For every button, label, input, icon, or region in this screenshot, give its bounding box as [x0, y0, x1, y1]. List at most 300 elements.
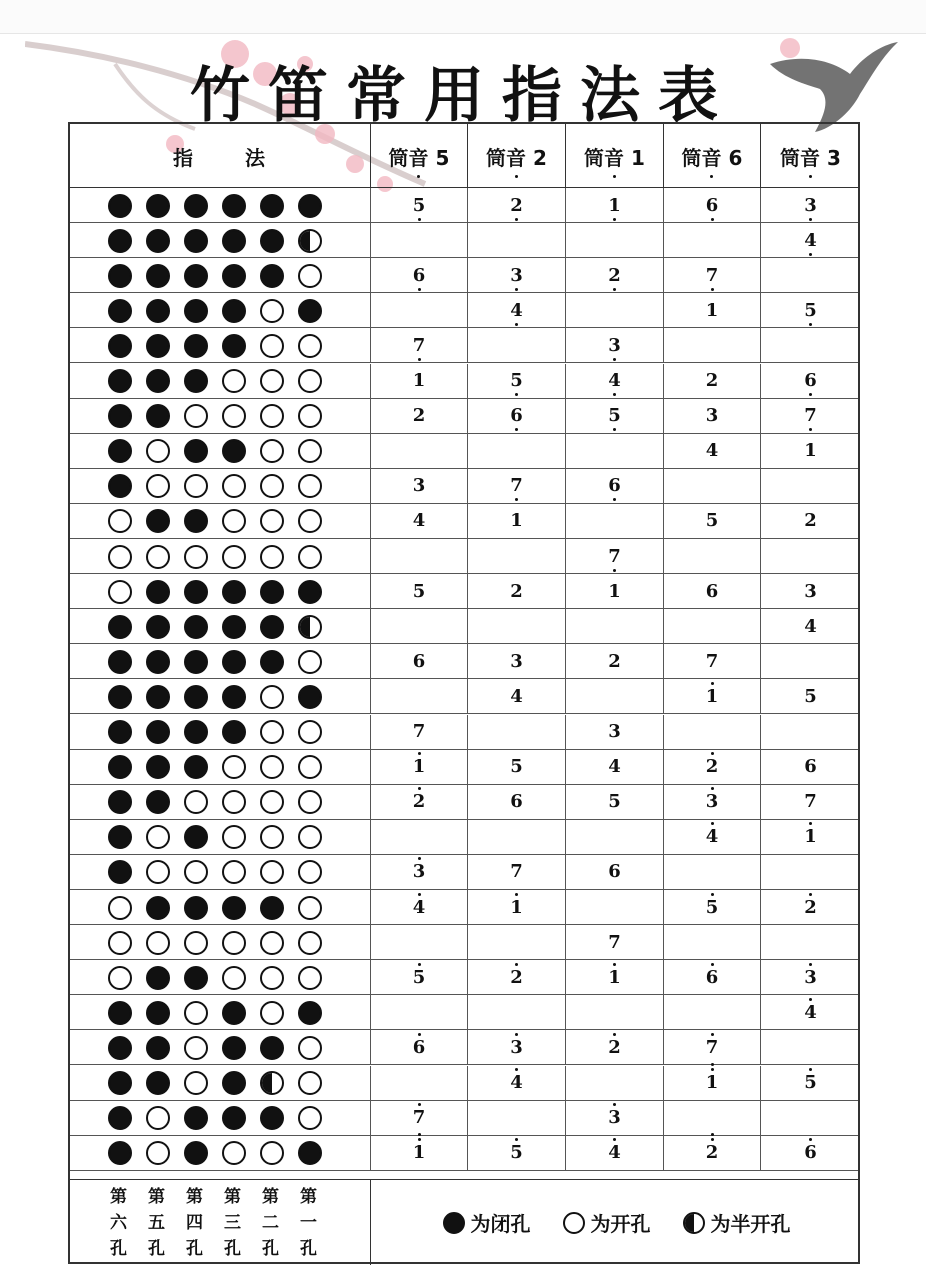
- hole-pattern: [108, 399, 336, 434]
- open-hole-icon: [184, 790, 208, 814]
- open-hole-icon: [260, 755, 284, 779]
- octave-down-dot: [711, 288, 714, 291]
- note-cell: [663, 504, 760, 539]
- note-cell: [370, 609, 467, 644]
- open-hole-icon: [298, 439, 322, 463]
- hole-pattern: [108, 750, 336, 785]
- closed-hole-icon: [146, 615, 170, 639]
- note-cell: [370, 715, 467, 750]
- open-hole-icon: [222, 931, 246, 955]
- hole-pattern: [108, 609, 336, 644]
- open-hole-icon: [260, 509, 284, 533]
- octave-up-dot: [515, 963, 518, 966]
- note-value: 6: [706, 197, 719, 215]
- note-cell: [565, 644, 663, 679]
- closed-hole-icon: [184, 755, 208, 779]
- closed-hole-icon: [146, 299, 170, 323]
- note-value: 4: [608, 1144, 621, 1162]
- note-cell: [565, 188, 663, 223]
- note-value: 2: [510, 197, 523, 215]
- closed-hole-icon: [146, 509, 170, 533]
- note-value: 1: [804, 828, 817, 846]
- note-cell: [565, 364, 663, 399]
- open-hole-icon: [260, 404, 284, 428]
- closed-hole-icon: [222, 650, 246, 674]
- note-cell: [760, 855, 860, 890]
- open-hole-icon: [298, 650, 322, 674]
- note-cell: [760, 785, 860, 820]
- note-cell: [467, 1066, 565, 1101]
- open-hole-icon: [146, 439, 170, 463]
- open-hole-icon: [222, 545, 246, 569]
- octave-up-dot: [809, 1068, 812, 1071]
- hole-pattern: [108, 364, 336, 399]
- hole-pattern: [108, 644, 336, 679]
- key-header-label: 筒音 1: [584, 142, 645, 171]
- closed-hole-icon: [108, 229, 132, 253]
- octave-up-dot: [515, 1033, 518, 1036]
- table-row: [70, 223, 858, 258]
- table-row: [70, 820, 858, 855]
- note-cell: [467, 469, 565, 504]
- closed-hole-icon: [146, 1001, 170, 1025]
- table-row: [70, 609, 858, 644]
- open-hole-icon: [222, 966, 246, 990]
- legend-half: 为半开孔: [683, 1208, 791, 1237]
- octave-down-dot: [711, 218, 714, 221]
- note-cell: [663, 188, 760, 223]
- open-hole-icon: [298, 404, 322, 428]
- open-hole-icon: [146, 474, 170, 498]
- note-cell: [565, 679, 663, 714]
- octave-down-dot: [515, 218, 518, 221]
- open-hole-icon: [298, 545, 322, 569]
- note-value: 3: [706, 793, 719, 811]
- note-value: 5: [804, 302, 817, 320]
- closed-hole-icon: [260, 615, 284, 639]
- note-cell: [663, 328, 760, 363]
- closed-hole-icon: [146, 896, 170, 920]
- closed-hole-icon: [108, 825, 132, 849]
- table-row: [70, 855, 858, 890]
- note-value: 2: [510, 580, 523, 602]
- note-cell: [370, 1101, 467, 1136]
- note-value: 7: [804, 407, 817, 425]
- note-cell: [565, 1101, 663, 1136]
- note-cell: [370, 539, 467, 574]
- note-cell: [565, 995, 663, 1030]
- closed-hole-icon: [108, 369, 132, 393]
- octave-down-dot: [515, 323, 518, 326]
- hole-label: 第 四 孔: [186, 1187, 203, 1259]
- closed-hole-icon: [184, 334, 208, 358]
- open-hole-icon: [222, 790, 246, 814]
- closed-hole-icon: [108, 1141, 132, 1165]
- open-hole-icon: [146, 860, 170, 884]
- note-value: 2: [705, 370, 719, 391]
- open-hole-icon: [260, 1141, 284, 1165]
- note-cell: [565, 715, 663, 750]
- note-cell: [760, 609, 860, 644]
- table-row: [70, 328, 858, 363]
- octave-down-dot: [613, 428, 616, 431]
- note-value: 2: [412, 405, 426, 427]
- closed-hole-icon: [222, 685, 246, 709]
- note-cell: [663, 890, 760, 925]
- table-row: [70, 925, 858, 960]
- hole-pattern: [108, 539, 336, 574]
- closed-hole-icon: [222, 1001, 246, 1025]
- note-cell: [370, 995, 467, 1030]
- open-hole-icon: [222, 860, 246, 884]
- note-cell: [467, 855, 565, 890]
- note-cell: [663, 750, 760, 785]
- note-cell: [370, 504, 467, 539]
- note-value: 1: [510, 510, 523, 532]
- note-cell: [370, 434, 467, 469]
- open-hole-icon: [260, 860, 284, 884]
- octave-up-dot: [418, 1033, 421, 1036]
- hole-pattern: [108, 504, 336, 539]
- hole-pattern: [108, 258, 336, 293]
- table-row: [70, 574, 858, 609]
- note-cell: [565, 1066, 663, 1101]
- note-value: 6: [804, 756, 817, 778]
- open-hole-icon: [260, 931, 284, 955]
- closed-hole-icon: [108, 404, 132, 428]
- open-hole-icon: [222, 404, 246, 428]
- note-cell: [760, 960, 860, 995]
- closed-hole-icon: [443, 1212, 465, 1234]
- hole-pattern: [108, 434, 336, 469]
- note-value: 5: [413, 969, 426, 987]
- open-hole-icon: [184, 931, 208, 955]
- note-value: 7: [705, 650, 719, 672]
- note-cell: [565, 785, 663, 820]
- table-row: [70, 504, 858, 539]
- octave-down-dot: [613, 218, 616, 221]
- closed-hole-icon: [108, 755, 132, 779]
- note-value: 4: [706, 828, 719, 846]
- note-cell: [663, 960, 760, 995]
- closed-hole-icon: [184, 896, 208, 920]
- octave-down-dot: [809, 393, 812, 396]
- note-cell: [663, 1101, 760, 1136]
- note-cell: [370, 328, 467, 363]
- note-value: 6: [804, 1144, 817, 1162]
- octave-up-dot: [711, 682, 714, 685]
- open-hole-icon: [260, 685, 284, 709]
- note-cell: [565, 293, 663, 328]
- open-hole-icon: [222, 825, 246, 849]
- hole-pattern: [108, 328, 336, 363]
- open-hole-icon: [563, 1212, 585, 1234]
- hole-pattern: [108, 855, 336, 890]
- note-cell: [467, 960, 565, 995]
- table-row: [70, 399, 858, 434]
- closed-hole-icon: [222, 194, 246, 218]
- note-value: 1: [608, 580, 621, 602]
- table-row: [70, 890, 858, 925]
- key-header-label: 筒音 2: [486, 142, 547, 171]
- note-cell: [760, 399, 860, 434]
- note-value: 3: [804, 197, 817, 215]
- key-header-label: 筒音 5: [389, 142, 450, 171]
- note-cell: [467, 399, 565, 434]
- closed-hole-icon: [108, 334, 132, 358]
- legend-open: 为开孔: [563, 1208, 651, 1237]
- note-cell: [467, 328, 565, 363]
- note-cell: [663, 1030, 760, 1065]
- note-cell: [370, 293, 467, 328]
- closed-hole-icon: [184, 439, 208, 463]
- note-value: 1: [413, 758, 426, 776]
- open-hole-icon: [184, 1071, 208, 1095]
- octave-up-dot: [809, 822, 812, 825]
- closed-hole-icon: [298, 1141, 322, 1165]
- note-cell: [565, 258, 663, 293]
- open-hole-icon: [222, 1141, 246, 1165]
- note-value: 5: [413, 197, 426, 215]
- closed-hole-icon: [184, 685, 208, 709]
- note-cell: [467, 609, 565, 644]
- octave-down-dot: [515, 393, 518, 396]
- note-cell: [760, 995, 860, 1030]
- open-hole-icon: [298, 1106, 322, 1130]
- open-hole-icon: [146, 545, 170, 569]
- closed-hole-icon: [222, 1071, 246, 1095]
- open-hole-icon: [146, 1141, 170, 1165]
- hole-labels: [110, 1184, 338, 1262]
- note-value: 6: [413, 1039, 426, 1057]
- note-cell: [663, 1136, 760, 1171]
- note-value: 7: [706, 267, 719, 285]
- open-hole-icon: [260, 439, 284, 463]
- closed-hole-icon: [184, 966, 208, 990]
- note-cell: [760, 188, 860, 223]
- octave-down-dot: [613, 498, 616, 501]
- note-cell: [663, 995, 760, 1030]
- note-value: 7: [412, 721, 426, 742]
- note-value: 3: [804, 969, 817, 987]
- octave-down-dot: [809, 218, 812, 221]
- legend-closed: 为闭孔: [443, 1208, 531, 1237]
- octave-up-dot: [711, 893, 714, 896]
- note-cell: [467, 1136, 565, 1171]
- hole-pattern: [108, 890, 336, 925]
- note-value: 5: [608, 407, 621, 425]
- note-cell: [663, 820, 760, 855]
- table-row: [70, 750, 858, 785]
- note-cell: [565, 1136, 663, 1171]
- closed-hole-icon: [184, 650, 208, 674]
- octave-down-dot: [613, 358, 616, 361]
- note-value: 1: [706, 1074, 719, 1092]
- open-hole-icon: [260, 966, 284, 990]
- open-hole-icon: [298, 860, 322, 884]
- note-cell: [565, 750, 663, 785]
- open-hole-icon: [222, 474, 246, 498]
- open-hole-icon: [108, 966, 132, 990]
- note-value: 4: [804, 232, 817, 250]
- closed-hole-icon: [146, 720, 170, 744]
- note-value: 4: [412, 510, 426, 532]
- closed-hole-icon: [260, 1036, 284, 1060]
- note-cell: [565, 399, 663, 434]
- closed-hole-icon: [222, 896, 246, 920]
- closed-hole-icon: [222, 580, 246, 604]
- open-hole-icon: [298, 334, 322, 358]
- note-cell: [565, 539, 663, 574]
- note-value: 4: [413, 899, 426, 917]
- note-value: 1: [510, 899, 523, 917]
- note-cell: [663, 644, 760, 679]
- note-cell: [663, 1066, 760, 1101]
- page-title: 竹笛常用指法表: [190, 61, 736, 131]
- octave-up-dot: [418, 752, 421, 755]
- half-hole-icon: [683, 1212, 705, 1234]
- hole-pattern: [108, 925, 336, 960]
- closed-hole-icon: [222, 439, 246, 463]
- hole-label: 第 六 孔: [110, 1187, 127, 1259]
- note-cell: [565, 890, 663, 925]
- open-hole-icon: [260, 825, 284, 849]
- closed-hole-icon: [184, 369, 208, 393]
- closed-hole-icon: [108, 299, 132, 323]
- note-cell: [760, 258, 860, 293]
- open-hole-icon: [108, 545, 132, 569]
- note-value: 5: [510, 1144, 523, 1162]
- note-value: 4: [804, 615, 817, 637]
- note-cell: [663, 785, 760, 820]
- closed-hole-icon: [146, 229, 170, 253]
- hole-pattern: [108, 1030, 336, 1065]
- note-value: 1: [412, 370, 426, 391]
- closed-hole-icon: [146, 685, 170, 709]
- note-cell: [370, 364, 467, 399]
- open-hole-icon: [146, 931, 170, 955]
- note-cell: [565, 328, 663, 363]
- note-cell: [760, 1030, 860, 1065]
- open-hole-icon: [260, 299, 284, 323]
- note-cell: [565, 855, 663, 890]
- octave-down-dot: [515, 428, 518, 431]
- note-cell: [467, 715, 565, 750]
- note-value: 7: [510, 861, 523, 883]
- note-value: 1: [705, 299, 719, 321]
- half-hole-icon: [260, 1071, 284, 1095]
- closed-hole-icon: [298, 194, 322, 218]
- closed-hole-icon: [146, 755, 170, 779]
- note-value: 4: [705, 440, 719, 462]
- closed-hole-icon: [146, 966, 170, 990]
- note-cell: [663, 399, 760, 434]
- note-cell: [760, 644, 860, 679]
- closed-hole-icon: [260, 580, 284, 604]
- open-hole-icon: [298, 790, 322, 814]
- note-cell: [760, 1066, 860, 1101]
- octave-up-dot: [809, 998, 812, 1001]
- hole-pattern: [108, 960, 336, 995]
- note-cell: [663, 679, 760, 714]
- note-cell: [467, 258, 565, 293]
- closed-hole-icon: [108, 1071, 132, 1095]
- note-value: 4: [510, 685, 523, 707]
- octave-up-dot: [613, 963, 616, 966]
- octave-down-dot: [418, 218, 421, 221]
- note-cell: [663, 223, 760, 258]
- half-hole-icon: [298, 229, 322, 253]
- open-hole-icon: [298, 509, 322, 533]
- open-hole-icon: [184, 474, 208, 498]
- open-hole-icon: [298, 474, 322, 498]
- table-row: [70, 995, 858, 1030]
- fingering-table: [68, 122, 860, 1264]
- closed-hole-icon: [146, 580, 170, 604]
- note-value: 2: [804, 510, 817, 532]
- key-header-label: 筒音 6: [682, 142, 743, 171]
- note-cell: [760, 504, 860, 539]
- note-cell: [565, 574, 663, 609]
- hole-label: 第 五 孔: [148, 1187, 165, 1259]
- open-hole-icon: [108, 509, 132, 533]
- octave-down-dot: [515, 288, 518, 291]
- note-cell: [760, 223, 860, 258]
- closed-hole-icon: [108, 264, 132, 288]
- note-value: 5: [510, 372, 523, 390]
- note-value: 5: [510, 756, 523, 778]
- closed-hole-icon: [184, 264, 208, 288]
- table-row: [70, 364, 858, 399]
- open-hole-icon: [298, 369, 322, 393]
- hole-label: 第 三 孔: [224, 1187, 241, 1259]
- note-value: 7: [413, 1109, 426, 1127]
- octave-up-dot: [711, 1063, 714, 1066]
- note-value: 6: [705, 580, 719, 602]
- hole-label: 第 一 孔: [300, 1187, 317, 1259]
- closed-hole-icon: [222, 229, 246, 253]
- octave-up-dot: [418, 1138, 421, 1141]
- top-strip: [0, 0, 926, 34]
- note-cell: [467, 539, 565, 574]
- hole-pattern: [108, 188, 336, 223]
- table-row: [70, 1101, 858, 1136]
- closed-hole-icon: [260, 194, 284, 218]
- octave-up-dot: [711, 1138, 714, 1141]
- note-cell: [663, 434, 760, 469]
- closed-hole-icon: [184, 229, 208, 253]
- note-cell: [467, 504, 565, 539]
- note-cell: [467, 1030, 565, 1065]
- table-row: [70, 785, 858, 820]
- closed-hole-icon: [146, 194, 170, 218]
- closed-hole-icon: [108, 1106, 132, 1130]
- note-cell: [370, 890, 467, 925]
- note-value: 2: [804, 899, 817, 917]
- octave-down-dot: [418, 288, 421, 291]
- note-value: 4: [510, 1074, 523, 1092]
- open-hole-icon: [298, 720, 322, 744]
- octave-up-dot: [418, 1103, 421, 1106]
- note-value: 1: [706, 688, 719, 706]
- open-hole-icon: [298, 264, 322, 288]
- closed-hole-icon: [184, 825, 208, 849]
- closed-hole-icon: [222, 334, 246, 358]
- note-cell: [467, 890, 565, 925]
- note-value: 2: [706, 1144, 719, 1162]
- note-cell: [565, 1030, 663, 1065]
- note-value: 2: [413, 793, 426, 811]
